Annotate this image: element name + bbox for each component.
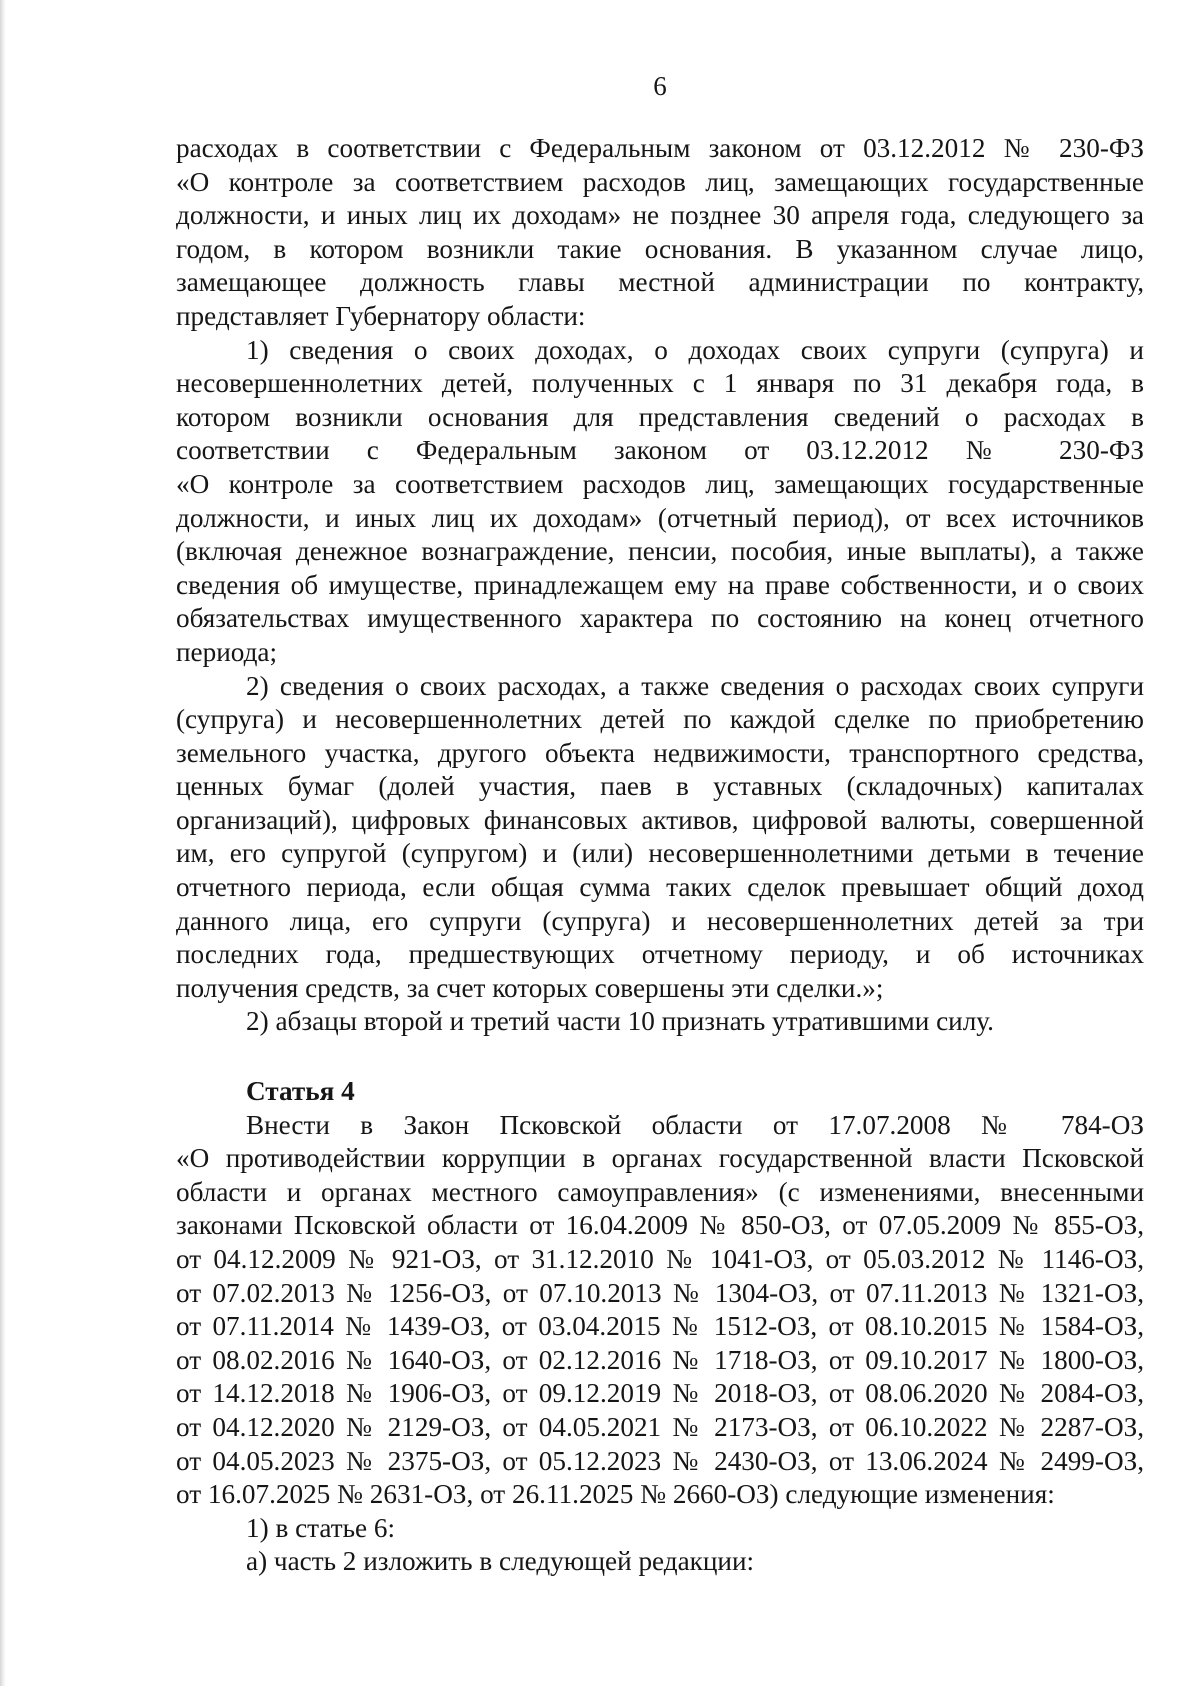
text-line: от 04.05.2023 № 2375-ОЗ, от 05.12.2023 № 2430-ОЗ, от 13.06.2024 № 2499-ОЗ,	[176, 1445, 1144, 1476]
text-line: от 14.12.2018 № 1906-ОЗ, от 09.12.2019 № 2018-ОЗ, от 08.06.2020 № 2084-ОЗ,	[176, 1378, 1144, 1409]
text-line: от 07.11.2014 № 1439-ОЗ, от 03.04.2015 № 1512-ОЗ, от 08.10.2015 № 1584-ОЗ,	[176, 1311, 1144, 1342]
text-line: «О контроле за соответствием расходов лиц, замещающих государственные	[176, 468, 1144, 499]
text-line: организаций), цифровых финансовых активов, цифровой валюты, совершенной	[176, 804, 1144, 835]
text-line: от 16.07.2025 № 2631-ОЗ, от 26.11.2025 № 2660-ОЗ) следующие изменения:	[176, 1479, 1055, 1510]
text-line: отчетного периода, если общая сумма таких сделок превышает общий доход	[176, 872, 1144, 903]
text-line: от 08.02.2016 № 1640-ОЗ, от 02.12.2016 № 1718-ОЗ, от 09.10.2017 № 1800-ОЗ,	[176, 1344, 1144, 1375]
text-line: периода;	[176, 636, 278, 667]
text-line: котором возникли основания для представления сведений о расходах в	[176, 401, 1144, 432]
scan-edge	[0, 0, 6, 1686]
text-line: 1) сведения о своих доходах, о доходах своих супруги (супруга) и	[246, 334, 1144, 365]
text-line: ценных бумаг (долей участия, паев в уставных (складочных) капиталах	[176, 771, 1144, 802]
text-line: а) часть 2 изложить в следующей редакции:	[246, 1546, 755, 1577]
text-line: (супруга) и несовершеннолетних детей по каждой сделке по приобретению	[176, 704, 1144, 735]
text-line: представляет Губернатору области:	[176, 300, 586, 331]
text-line: от 07.02.2013 № 1256-ОЗ, от 07.10.2013 № 1304-ОЗ, от 07.11.2013 № 1321-ОЗ,	[176, 1277, 1144, 1308]
text-line: получения средств, за счет которых совершены эти сделки.»;	[176, 972, 884, 1003]
text-line: обязательствах имущественного характера по состоянию на конец отчетного	[176, 603, 1144, 634]
text-line: земельного участка, другого объекта недвижимости, транспортного средства,	[176, 737, 1144, 768]
text-line: от 04.12.2009 № 921-ОЗ, от 31.12.2010 № 1041-ОЗ, от 05.03.2012 № 1146-ОЗ,	[176, 1244, 1144, 1274]
text-line: «О противодействии коррупции в органах государственной власти Псковской	[176, 1143, 1144, 1174]
text-line: (включая денежное вознаграждение, пенсии, пособия, иные выплаты), а также	[176, 536, 1144, 567]
section-gap	[176, 1039, 1144, 1075]
text-line: 2) абзацы второй и третий части 10 признать утратившими силу.	[246, 1006, 994, 1037]
text-line: несовершеннолетних детей, полученных с 1 января по 31 декабря года, в	[176, 368, 1144, 399]
document-body	[176, 132, 1144, 1579]
text-line: последних года, предшествующих отчетному периоду, и об источниках	[176, 939, 1144, 970]
text-line: законами Псковской области от 16.04.2009 № 850-ОЗ, от 07.05.2009 № 855-ОЗ,	[176, 1210, 1144, 1241]
text-line: области и органах местного самоуправления» (с изменениями, внесенными	[176, 1176, 1144, 1207]
text-line: им, его супругой (супругом) и (или) несовершеннолетними детьми в течение	[176, 838, 1144, 869]
text-line: сведения об имуществе, принадлежащем ему на праве собственности, и о своих	[176, 569, 1144, 600]
text-line: данного лица, его супруги (супруга) и несовершеннолетних детей за три	[176, 905, 1144, 936]
text-line: «О контроле за соответствием расходов лиц, замещающих государственные	[176, 166, 1144, 197]
article-heading: Статья 4	[246, 1076, 355, 1107]
page-number: 6	[653, 71, 667, 101]
text-line: от 04.12.2020 № 2129-ОЗ, от 04.05.2021 № 2173-ОЗ, от 06.10.2022 № 2287-ОЗ,	[176, 1411, 1144, 1442]
text-line: расходах в соответствии с Федеральным законом от 03.12.2012 № 230-ФЗ	[176, 133, 1144, 163]
text-line: должности, и иных лиц их доходам» (отчетный период), от всех источников	[176, 502, 1144, 533]
text-line: Внести в Закон Псковской области от 17.07.2008 № 784-ОЗ	[246, 1109, 1144, 1140]
text-line: соответствии с Федеральным законом от 03.12.2012 № 230-ФЗ	[176, 435, 1144, 466]
text-line: замещающее должность главы местной администрации по контракту,	[176, 267, 1144, 298]
text-line: 1) в статье 6:	[246, 1512, 396, 1543]
text-line: должности, и иных лиц их доходам» не позднее 30 апреля года, следующего за	[176, 200, 1144, 231]
text-line: годом, в котором возникли такие основания. В указанном случае лицо,	[176, 233, 1144, 264]
text-line: 2) сведения о своих расходах, а также сведения о расходах своих супруги	[246, 670, 1144, 701]
